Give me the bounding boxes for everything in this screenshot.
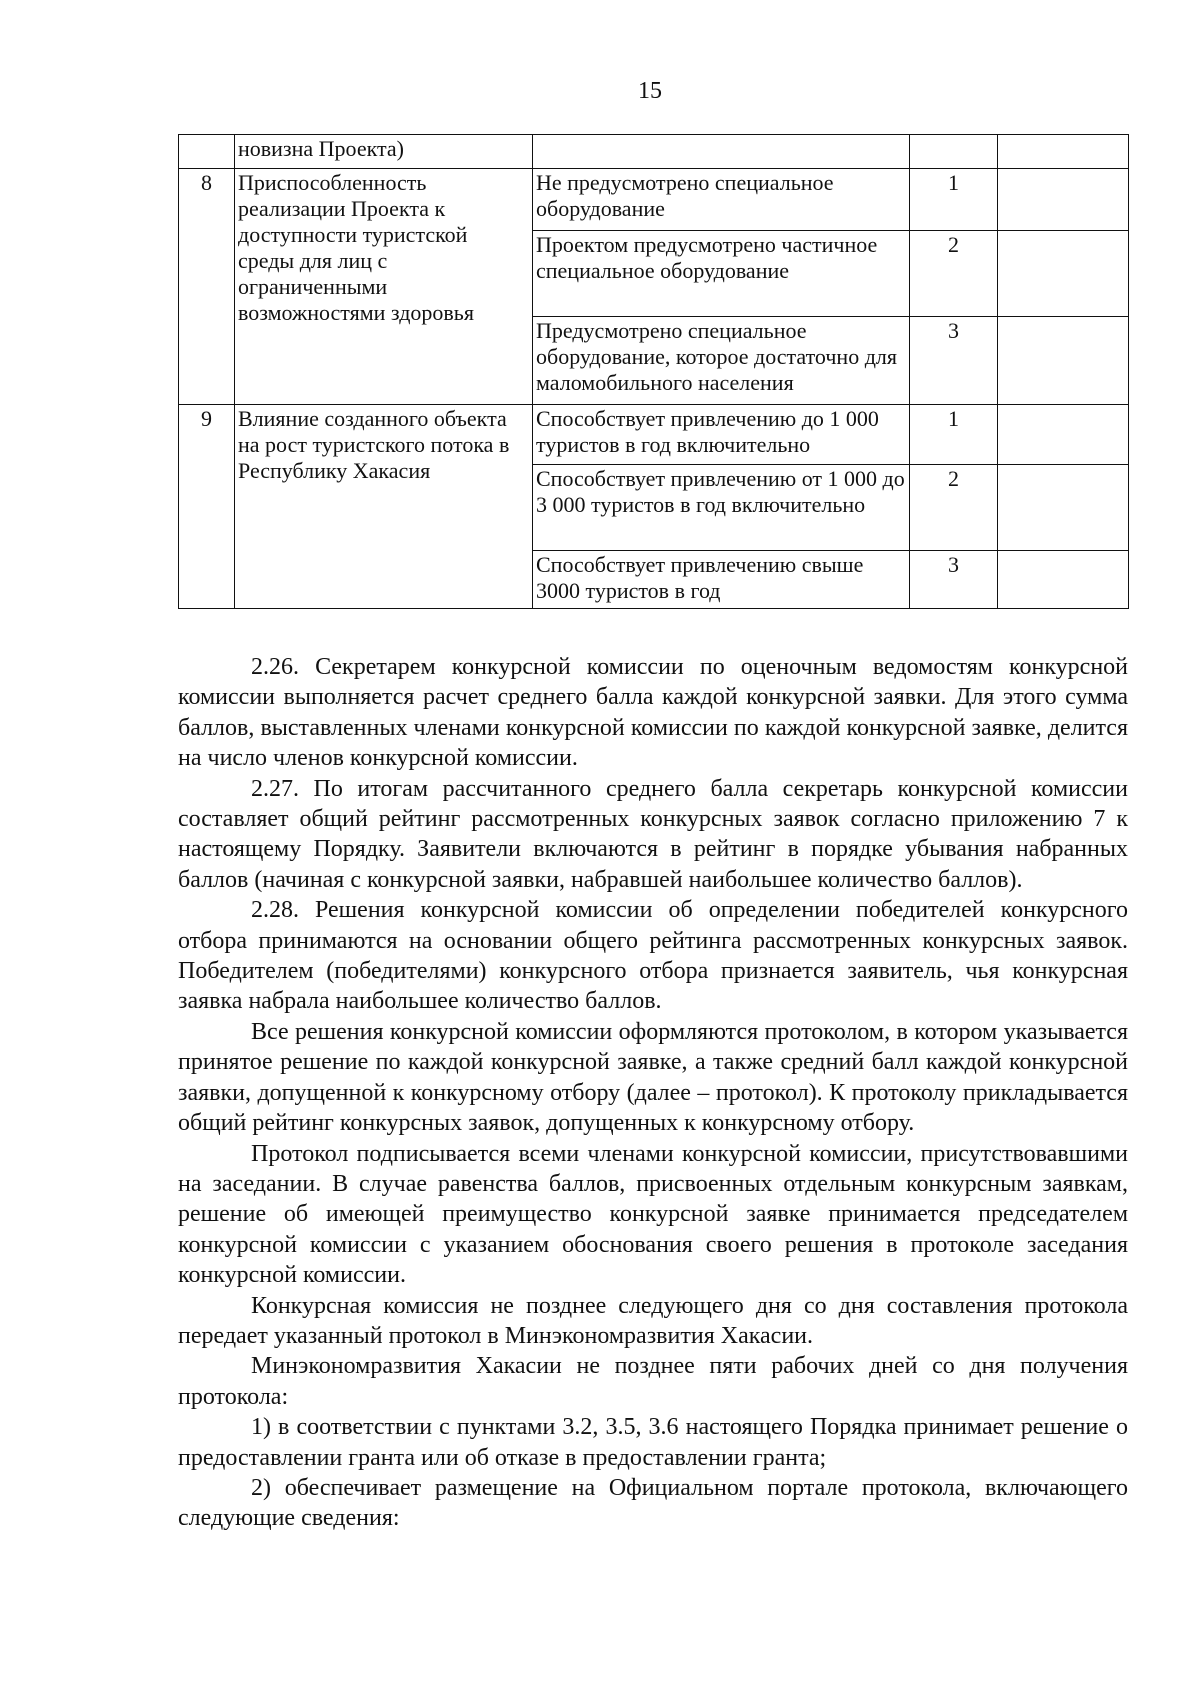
paragraph-2-27: 2.27. По итогам рассчитанного среднего балла секретарь конкурсной комиссии составляет общий рейтинг рассмотренных конкурсных заявок согласно приложению 7 к настоящему Порядку. Заявители включаются в рейтинг в порядке убывания набранных баллов (начиная с конкурсной заявки, набравшей наибольшее количество баллов). (178, 775, 1128, 893)
empty-cell (998, 317, 1129, 405)
page-number: 15 (638, 78, 662, 104)
table-row (179, 405, 1129, 465)
row-number: 8 (179, 169, 235, 405)
empty-cell (998, 231, 1129, 317)
score-cell: 3 (910, 317, 998, 405)
option-cell (533, 135, 910, 169)
body-text (178, 652, 1128, 1534)
table-row (179, 169, 1129, 231)
paragraph-protocol-decisions: Все решения конкурсной комиссии оформляются протоколом, в котором указывается принятое решение по каждой конкурсной заявке, а также средний балл каждой конкурсной заявки, допущенной к конкурсному отбору (далее – протокол). К протоколу прикладывается общий рейтинг конкурсных заявок, допущенных к конкурсному отбору. (178, 1018, 1128, 1137)
row-number (179, 135, 235, 169)
table-row (179, 135, 1129, 169)
empty-cell (998, 465, 1129, 551)
paragraph-2-26: 2.26. Секретарем конкурсной комиссии по оценочным ведомостям конкурсной комиссии выполняется расчет среднего балла каждой конкурсной заявки. Для этого сумма баллов, выставленных членами конкурсной комиссии по каждой конкурсной заявке, делится на число членов конкурсной комиссии. (178, 654, 1128, 772)
score-cell: 1 (910, 169, 998, 231)
row-number: 9 (179, 405, 235, 609)
score-cell: 1 (910, 405, 998, 465)
empty-cell (998, 551, 1129, 609)
option-cell: Не предусмотрено специальное оборудование (533, 169, 910, 231)
empty-cell (998, 135, 1129, 169)
criterion-cell: Влияние созданного объекта на рост туристского потока в Республику Хакасия (235, 405, 533, 609)
option-cell: Способствует привлечению до 1 000 туристов в год включительно (533, 405, 910, 465)
criterion-cell: новизна Проекта) (235, 135, 533, 169)
option-cell: Проектом предусмотрено частичное специальное оборудование (533, 231, 910, 317)
empty-cell (998, 405, 1129, 465)
empty-cell (998, 169, 1129, 231)
paragraph-item-2: 2) обеспечивает размещение на Официальном портале протокола, включающего следующие сведения: (178, 1474, 1128, 1532)
score-cell: 2 (910, 465, 998, 551)
option-cell: Способствует привлечению свыше 3000 туристов в год (533, 551, 910, 609)
score-cell (910, 135, 998, 169)
paragraph-item-1: 1) в соответствии с пунктами 3.2, 3.5, 3.6 настоящего Порядка принимает решение о предоставлении гранта или об отказе в предоставлении гранта; (178, 1414, 1128, 1471)
option-cell: Предусмотрено специальное оборудование, которое достаточно для маломобильного населения (533, 317, 910, 405)
score-cell: 3 (910, 551, 998, 609)
paragraph-protocol-signing: Протокол подписывается всеми членами конкурсной комиссии, присутствовавшими на заседании. В случае равенства баллов, присвоенных отдельным конкурсным заявкам, решение об имеющей преимущество конкурсной заявке принимается председателем конкурсной комиссии с указанием обоснования своего решения в протоколе заседания конкурсной комиссии. (178, 1140, 1128, 1289)
score-cell: 2 (910, 231, 998, 317)
option-cell: Способствует привлечению от 1 000 до 3 000 туристов в год включительно (533, 465, 910, 551)
criteria-table (178, 134, 1129, 609)
paragraph-protocol-transfer: Конкурсная комиссия не позднее следующего дня со дня составления протокола передает указанный протокол в Минэкономразвития Хакасии. (178, 1292, 1128, 1349)
paragraph-ministry-duties: Минэкономразвития Хакасии не позднее пяти рабочих дней со дня получения протокола: (178, 1353, 1128, 1410)
paragraph-2-28: 2.28. Решения конкурсной комиссии об определении победителей конкурсного отбора принимаются на основании общего рейтинга рассмотренных конкурсных заявок. Победителем (победителями) конкурсного отбора признается заявитель, чья конкурсная заявка набрала наибольшее количество баллов. (178, 897, 1128, 1015)
criterion-cell: Приспособленность реализации Проекта к доступности туристской среды для лиц с ограниченными возможностями здоровья (235, 169, 533, 405)
